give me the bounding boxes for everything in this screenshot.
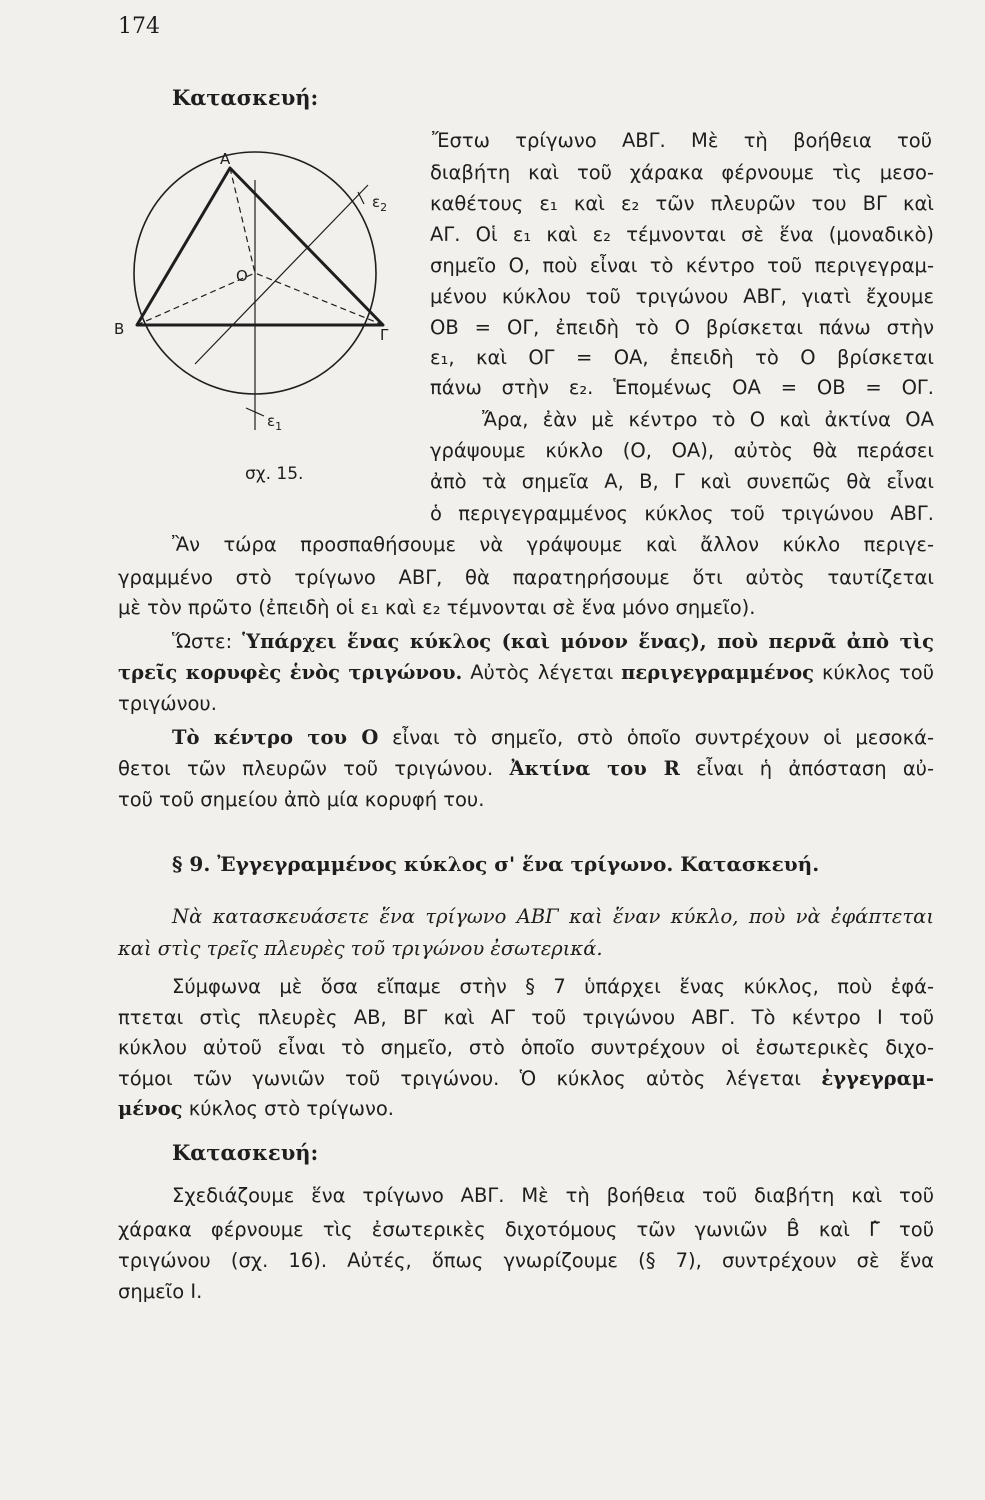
triangle-abg — [137, 168, 383, 325]
para2-line: Ἄρα, ἐὰν μὲ κέντρο τὸ Ο καὶ ἀκτίνα ΟΑ — [482, 408, 934, 431]
heading-construction-2: Κατασκευή: — [172, 1140, 319, 1165]
page-number: 174 — [118, 14, 160, 39]
para7-line: Σχεδιάζουμε ἕνα τρίγωνο ΑΒΓ. Μὲ τὴ βοήθεια τοῦ διαβήτη καὶ τοῦ — [172, 1184, 934, 1207]
label-o: Ο — [236, 267, 248, 285]
label-e1: $\varepsilon_1$ — [267, 412, 283, 433]
para6-line: πτεται στὶς πλευρὲς ΑΒ, ΒΓ καὶ ΑΓ τοῦ τριγώνου ΑΒΓ. Τὸ κέντρο Ι τοῦ — [118, 1006, 934, 1029]
para2-line: ἀπὸ τὰ σημεῖα Α, Β, Γ καὶ συνεπῶς θὰ εἶναι — [430, 470, 934, 493]
section-9-title: § 9. Ἐγγεγραμμένος κύκλος σ' ἕνα τρίγωνο. Κατασκευή. — [172, 852, 820, 876]
para1-line: ΟΒ = ΟΓ, ἐπειδὴ τὸ Ο βρίσκεται πάνω στὴν — [430, 316, 934, 339]
label-e2: $\varepsilon_2$ — [372, 193, 388, 214]
para5-line: θετοι τῶν πλευρῶν τοῦ τριγώνου. Ἀκτίνα του R εἶναι ἡ ἀπόσταση αὐ- — [118, 757, 934, 780]
para1-line: διαβήτη καὶ τοῦ χάρακα φέρνουμε τὶς μεσο- — [430, 161, 934, 184]
heading-construction-1: Κατασκευή: — [172, 85, 319, 110]
para3-line: μὲ τὸν πρῶτο (ἐπειδὴ οἱ ε₁ καὶ ε₂ τέμνονται σὲ ἕνα μόνο σημεῖο). — [118, 596, 756, 619]
label-b: Β — [114, 320, 125, 338]
para1-line: πάνω στὴν ε₂. Ἑπομένως ΟΑ = ΟΒ = ΟΓ. — [430, 376, 934, 399]
para6-line: κύκλου αὐτοῦ εἶναι τὸ σημεῖο, στὸ ὁποῖο συντρέχουν οἱ ἐσωτερικὲς διχο- — [118, 1036, 934, 1059]
bisector-e2-line — [195, 185, 368, 364]
problem-line: Νὰ κατασκευάσετε ἕνα τρίγωνο ΑΒΓ καὶ ἕναν κύκλο, ποὺ νὰ ἐφάπτεται — [172, 905, 934, 928]
para1-line: μένου κύκλου τοῦ τριγώνου ΑΒΓ, γιατὶ ἔχουμε — [430, 285, 934, 308]
para1-line: σημεῖο Ο, ποὺ εἶναι τὸ κέντρο τοῦ περιγεγραμ- — [430, 254, 934, 277]
radius-oa — [230, 168, 255, 273]
label-a: Α — [220, 150, 231, 168]
para1-line: ε₁, καὶ ΟΓ = ΟΑ, ἐπειδὴ τὸ Ο βρίσκεται — [430, 346, 934, 369]
figure-caption: σχ. 15. — [245, 464, 304, 484]
tick-e2 — [358, 192, 364, 204]
para5-line: Τὸ κέντρο του Ο εἶναι τὸ σημεῖο, στὸ ὁποῖο συντρέχουν οἱ μεσοκά- — [172, 726, 934, 749]
para7-line: σημεῖο Ι. — [118, 1280, 203, 1303]
para3-line: γραμμένο στὸ τρίγωνο ΑΒΓ, θὰ παρατηρήσουμε ὅτι αὐτὸς ταυτίζεται — [118, 566, 934, 589]
para5-line: τοῦ τοῦ σημείου ἀπὸ μία κορυφή του. — [118, 788, 485, 811]
para6-line: τόμοι τῶν γωνιῶν τοῦ τριγώνου. Ὁ κύκλος αὐτὸς λέγεται ἐγγεγραμ- — [118, 1067, 934, 1090]
para1-line: ΑΓ. Οἱ ε₁ καὶ ε₂ τέμνονται σὲ ἕνα (μοναδικὸ) — [430, 223, 934, 246]
para1-line: Ἔστω τρίγωνο ΑΒΓ. Μὲ τὴ βοήθεια τοῦ — [432, 129, 932, 152]
para4-line: Ὥστε: Ὑπάρχει ἕνας κύκλος (καὶ μόνον ἕνας), ποὺ περνᾶ ἀπὸ τὶς — [172, 630, 934, 653]
para7-line: χάρακα φέρνουμε τὶς ἐσωτερικὲς διχοτόμους τῶν γωνιῶν B̂ καὶ Γ̂ τοῦ — [118, 1218, 934, 1241]
figure-15-circumcircle — [110, 140, 430, 440]
para6-line: Σύμφωνα μὲ ὅσα εἴπαμε στὴν § 7 ὑπάρχει ἕνας κύκλος, ποὺ ἐφά- — [172, 975, 934, 998]
para6-line: μένος κύκλος στὸ τρίγωνο. — [118, 1097, 394, 1120]
para1-line: καθέτους ε₁ καὶ ε₂ τῶν πλευρῶν του ΒΓ καὶ — [430, 192, 934, 215]
radius-og — [255, 273, 383, 325]
para3-line: Ἂν τώρα προσπαθήσουμε νὰ γράψουμε καὶ ἄλλον κύκλο περιγε- — [172, 533, 934, 556]
para2-line: γράψουμε κύκλο (Ο, ΟΑ), αὐτὸς θὰ περάσει — [430, 439, 934, 462]
label-g: Γ — [380, 326, 389, 344]
para4-line: τριγώνου. — [118, 692, 217, 715]
para2-line: ὁ περιγεγραμμένος κύκλος τοῦ τριγώνου ΑΒΓ. — [430, 502, 934, 525]
para4-line: τρεῖς κορυφὲς ἑνὸς τριγώνου. Αὐτὸς λέγεται περιγεγραμμένος κύκλος τοῦ — [118, 661, 934, 684]
problem-line: καὶ στὶς τρεῖς πλευρὲς τοῦ τριγώνου ἐσωτερικά. — [118, 937, 603, 960]
para7-line: τριγώνου (σχ. 16). Αὐτές, ὅπως γνωρίζουμε (§ 7), συντρέχουν σὲ ἕνα — [118, 1249, 934, 1272]
